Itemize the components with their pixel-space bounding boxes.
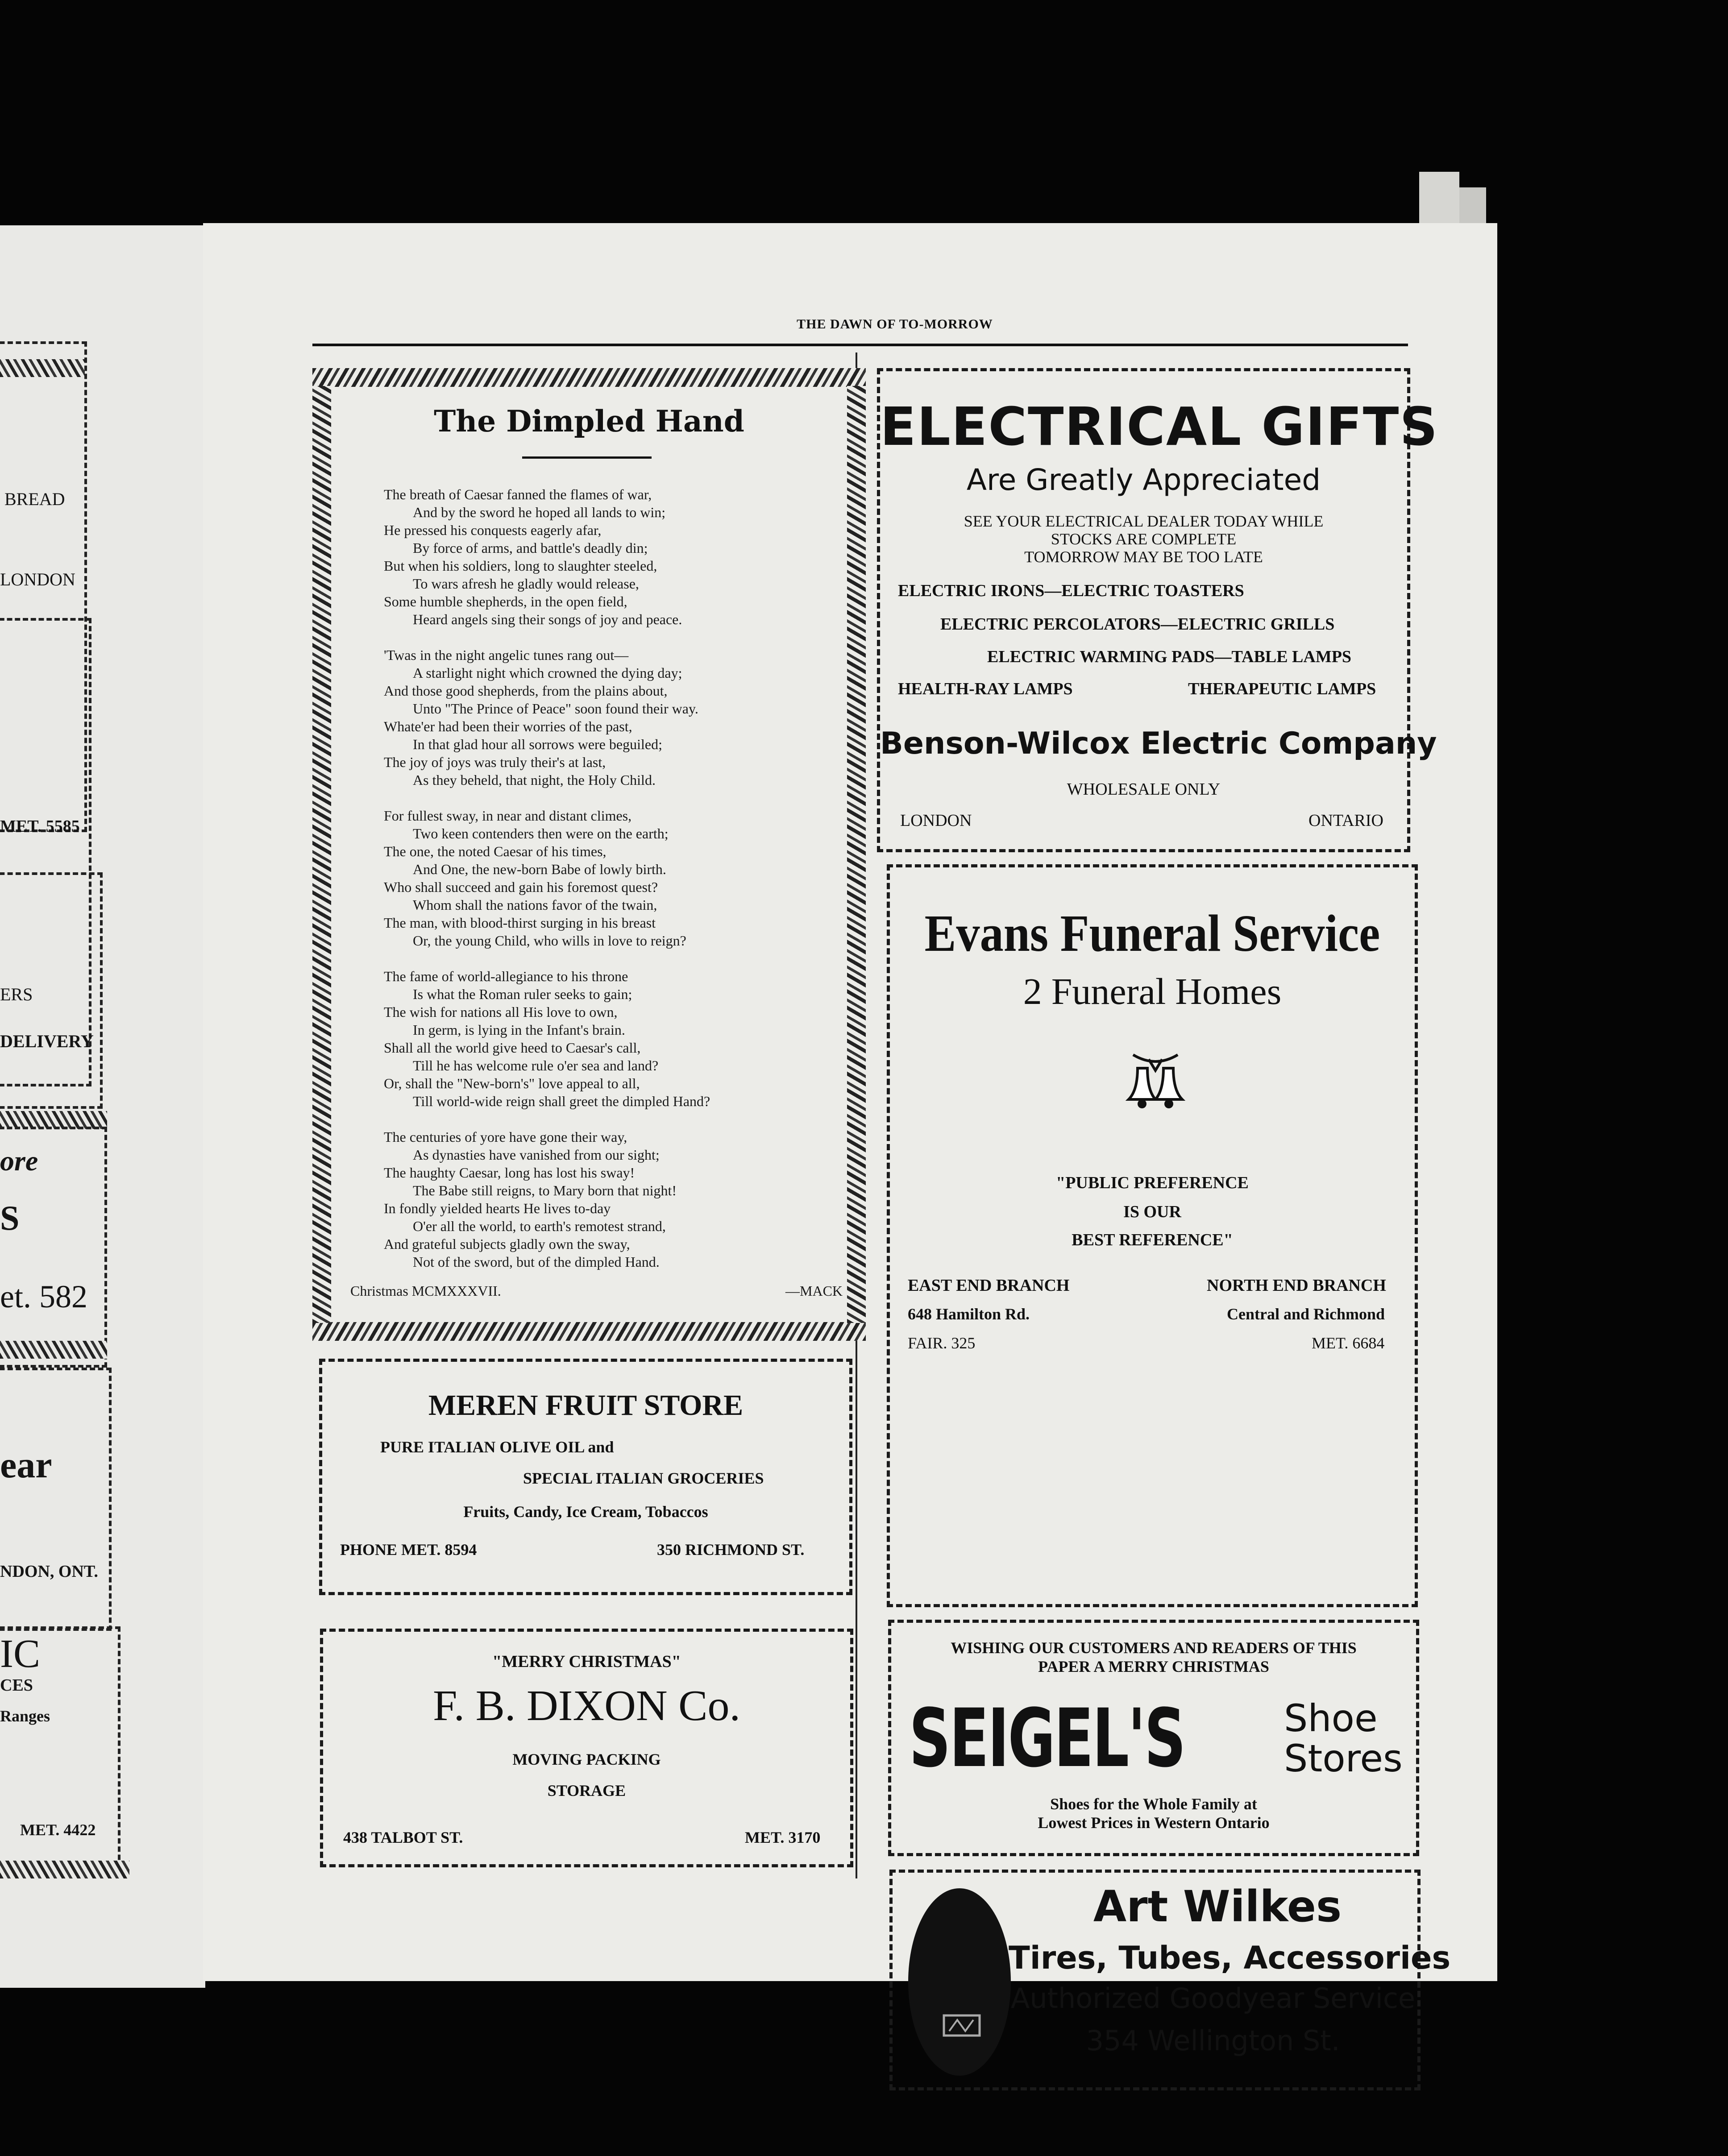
poem-line: The haughty Caesar, long has lost his sway! <box>384 1165 635 1181</box>
company-name: F. B. DIXON Co. <box>432 1682 741 1730</box>
product-line: ELECTRIC PERCOLATORS—ELECTRIC GRILLS <box>940 615 1335 634</box>
branch-title: NORTH END BRANCH <box>1207 1276 1386 1295</box>
ad-line: Authorized Goodyear Service <box>1010 1982 1416 2015</box>
wreath-border-right <box>847 386 866 1323</box>
seigels-ad <box>888 1620 1419 1856</box>
poem-line: Whom shall the nations favor of the twain, <box>413 897 657 913</box>
company-city: LONDON <box>900 811 972 830</box>
ad-tagline: Lowest Prices in Western Ontario <box>1038 1814 1270 1832</box>
company-address: 438 TALBOT ST. <box>343 1828 463 1846</box>
goodyear-logo-icon <box>908 1888 1011 2076</box>
poem-frame <box>312 368 866 1341</box>
left-ad-text: NDON, ONT. <box>0 1562 98 1581</box>
left-ad-box-5 <box>0 1368 112 1631</box>
product-line: THERAPEUTIC LAMPS <box>1188 680 1376 698</box>
art-wilkes-ad <box>889 1870 1451 2090</box>
store-name: MEREN FRUIT STORE <box>428 1389 744 1422</box>
left-ad-text: ear <box>0 1444 52 1486</box>
ad-notice: STOCKS ARE COMPLETE <box>1051 530 1237 548</box>
electrical-gifts-ad <box>877 368 1439 852</box>
left-ad-text: MET. 5585 <box>0 817 80 836</box>
poem-line: Not of the sword, but of the dimpled Hand. <box>413 1254 660 1270</box>
ad-subhead: Are Greatly Appreciated <box>966 463 1321 497</box>
store-type: Stores <box>1284 1737 1403 1780</box>
meren-fruit-store-ad <box>319 1359 852 1595</box>
poem-line: And those good shepherds, from the plains about, <box>384 683 668 699</box>
newspaper-page <box>203 223 1497 2057</box>
christmas-bells-icon <box>1124 1050 1187 1117</box>
store-address: 350 RICHMOND ST. <box>657 1541 805 1559</box>
branch-title: EAST END BRANCH <box>908 1276 1070 1295</box>
poem-line: As dynasties have vanished from our sight; <box>413 1147 660 1163</box>
poem-line: Till world-wide reign shall greet the dimpled Hand? <box>413 1093 710 1109</box>
left-ad-text: S <box>0 1198 20 1237</box>
ad-greeting: PAPER A MERRY CHRISTMAS <box>1038 1658 1269 1675</box>
wreath-border-top <box>312 368 866 387</box>
store-phone: PHONE MET. 8594 <box>340 1541 477 1559</box>
poem-line: The joy of joys was truly their's at last, <box>384 754 606 770</box>
poem-line: 'Twas in the night angelic tunes rang out— <box>384 647 629 663</box>
ad-subhead: 2 Funeral Homes <box>1023 971 1282 1012</box>
left-ad-text: MET. 4422 <box>20 1821 96 1839</box>
poem-line: The one, the noted Caesar of his times, <box>384 843 606 859</box>
poem-line: Heard angels sing their songs of joy and peace. <box>413 611 682 627</box>
product-line: HEALTH-RAY LAMPS <box>898 680 1073 698</box>
poem-line: The centuries of yore have gone their way, <box>384 1129 627 1145</box>
left-facing-page <box>0 225 205 1988</box>
evans-funeral-ad <box>887 864 1418 1607</box>
product-line: ELECTRIC IRONS—ELECTRIC TOASTERS <box>898 581 1244 600</box>
poem-line: In fondly yielded hearts He lives to-day <box>384 1200 611 1216</box>
poem-line: For fullest sway, in near and distant climes, <box>384 808 632 824</box>
left-ad-text: LONDON <box>0 569 75 589</box>
left-ad-text: IC <box>0 1632 40 1676</box>
company-phone: MET. 3170 <box>745 1828 821 1846</box>
store-type: Shoe <box>1284 1696 1378 1740</box>
poem-line: Unto "The Prince of Peace" soon found their way. <box>413 701 698 717</box>
ad-line: SPECIAL ITALIAN GROCERIES <box>523 1469 764 1487</box>
poem-line: And One, the new-born Babe of lowly birth. <box>413 861 666 877</box>
ad-notice: SEE YOUR ELECTRICAL DEALER TODAY WHILE <box>964 512 1324 530</box>
slogan-line: IS OUR <box>1123 1202 1181 1221</box>
poem-line: O'er all the world, to earth's remotest strand, <box>413 1218 666 1234</box>
ad-line: Fruits, Candy, Ice Cream, Tobaccos <box>463 1503 708 1521</box>
running-head: THE DAWN OF TO-MORROW <box>797 317 993 332</box>
poem-title: The Dimpled Hand <box>434 404 744 439</box>
poem-line: The man, with blood-thirst surging in his breast <box>384 915 656 931</box>
store-name: SEIGEL'S <box>909 1692 1185 1785</box>
company-name: Benson-Wilcox Electric Company <box>880 726 1437 761</box>
ad-line: Tires, Tubes, Accessories <box>1009 1940 1451 1976</box>
title-rule <box>522 456 652 459</box>
poem-line: Or, the young Child, who wills in love to reign? <box>413 933 686 949</box>
ad-greeting: "MERRY CHRISTMAS" <box>492 1652 681 1671</box>
laurel-border <box>0 1341 107 1359</box>
poem-line: A starlight night which crowned the dying day; <box>413 665 682 681</box>
header-rule <box>312 344 1408 346</box>
branch-address: 648 Hamilton Rd. <box>908 1305 1030 1323</box>
poem-line: And by the sword he hoped all lands to win; <box>413 504 666 520</box>
ad-headline: ELECTRICAL GIFTS <box>880 396 1439 457</box>
ad-greeting: WISHING OUR CUSTOMERS AND READERS OF THIS <box>951 1639 1357 1657</box>
poem-line: In germ, is lying in the Infant's brain. <box>413 1022 625 1038</box>
ad-tagline: Shoes for the Whole Family at <box>1050 1795 1257 1813</box>
branch-address: Central and Richmond <box>1227 1305 1385 1323</box>
poem-line: But when his soldiers, long to slaughter steeled, <box>384 558 657 574</box>
left-ad-text: CES <box>0 1676 33 1695</box>
poem-line: Two keen contenders then were on the earth; <box>413 825 669 842</box>
poem-line: In that glad hour all sorrows were beguiled; <box>413 736 662 752</box>
poem-dateline: Christmas MCMXXXVII. <box>350 1283 501 1299</box>
fb-dixon-ad <box>320 1629 853 1867</box>
poem-line: And grateful subjects gladly own the sway, <box>384 1236 630 1252</box>
ad-line: WHOLESALE ONLY <box>1067 780 1221 799</box>
poem-line: The Babe still reigns, to Mary born that night! <box>413 1182 677 1198</box>
ad-line: PURE ITALIAN OLIVE OIL and <box>380 1438 614 1456</box>
branch-phone: FAIR. 325 <box>908 1334 976 1352</box>
wreath-border-left <box>312 386 331 1323</box>
poem-line: Who shall succeed and gain his foremost quest? <box>384 879 658 895</box>
left-ad-text: ERS <box>0 984 33 1004</box>
poem-line: The fame of world-allegiance to his throne <box>384 968 628 984</box>
poem-line: By force of arms, and battle's deadly din; <box>413 540 648 556</box>
laurel-border <box>0 1861 129 1878</box>
poem-author: —MACK <box>785 1283 843 1299</box>
ad-notice: TOMORROW MAY BE TOO LATE <box>1024 548 1263 566</box>
laurel-border <box>0 1111 107 1129</box>
left-ad-text: et. 582 <box>0 1279 87 1314</box>
left-ad-text: ore <box>0 1145 38 1177</box>
poem-line: The wish for nations all His love to own, <box>384 1004 618 1020</box>
company-address: 354 Wellington St. <box>1086 2024 1340 2057</box>
company-province: ONTARIO <box>1308 811 1383 830</box>
slogan-line: BEST REFERENCE" <box>1072 1231 1233 1249</box>
ad-line: MOVING PACKING <box>512 1750 661 1768</box>
ad-line: STORAGE <box>547 1782 626 1799</box>
branch-phone: MET. 6684 <box>1312 1334 1385 1352</box>
poem-line: Shall all the world give heed to Caesar's call, <box>384 1040 641 1056</box>
poem-line: To wars afresh he gladly would release, <box>413 576 639 592</box>
left-ad-text: DELIVERY <box>0 1031 94 1051</box>
left-ad-text: BREAD <box>4 489 65 509</box>
company-name: Art Wilkes <box>1093 1882 1342 1932</box>
slogan-line: "PUBLIC PREFERENCE <box>1056 1173 1249 1192</box>
poem-line: Is what the Roman ruler seeks to gain; <box>413 986 632 1002</box>
poem-line: As they beheld, that night, the Holy Child. <box>413 772 656 788</box>
product-line: ELECTRIC WARMING PADS—TABLE LAMPS <box>987 647 1352 666</box>
poem-line: Some humble shepherds, in the open field, <box>384 593 627 609</box>
left-ad-text: Ranges <box>0 1707 50 1725</box>
wreath-border-bottom <box>312 1322 866 1341</box>
poem-line: He pressed his conquests eagerly afar, <box>384 522 602 538</box>
poem-line: The breath of Caesar fanned the flames of war, <box>384 486 652 502</box>
poem-line: Whate'er had been their worries of the past, <box>384 718 632 734</box>
poem-line: Till he has welcome rule o'er sea and land? <box>413 1057 659 1074</box>
company-name: Evans Funeral Service <box>924 904 1380 962</box>
poem-line: Or, shall the "New-born's" love appeal to all, <box>384 1075 640 1091</box>
